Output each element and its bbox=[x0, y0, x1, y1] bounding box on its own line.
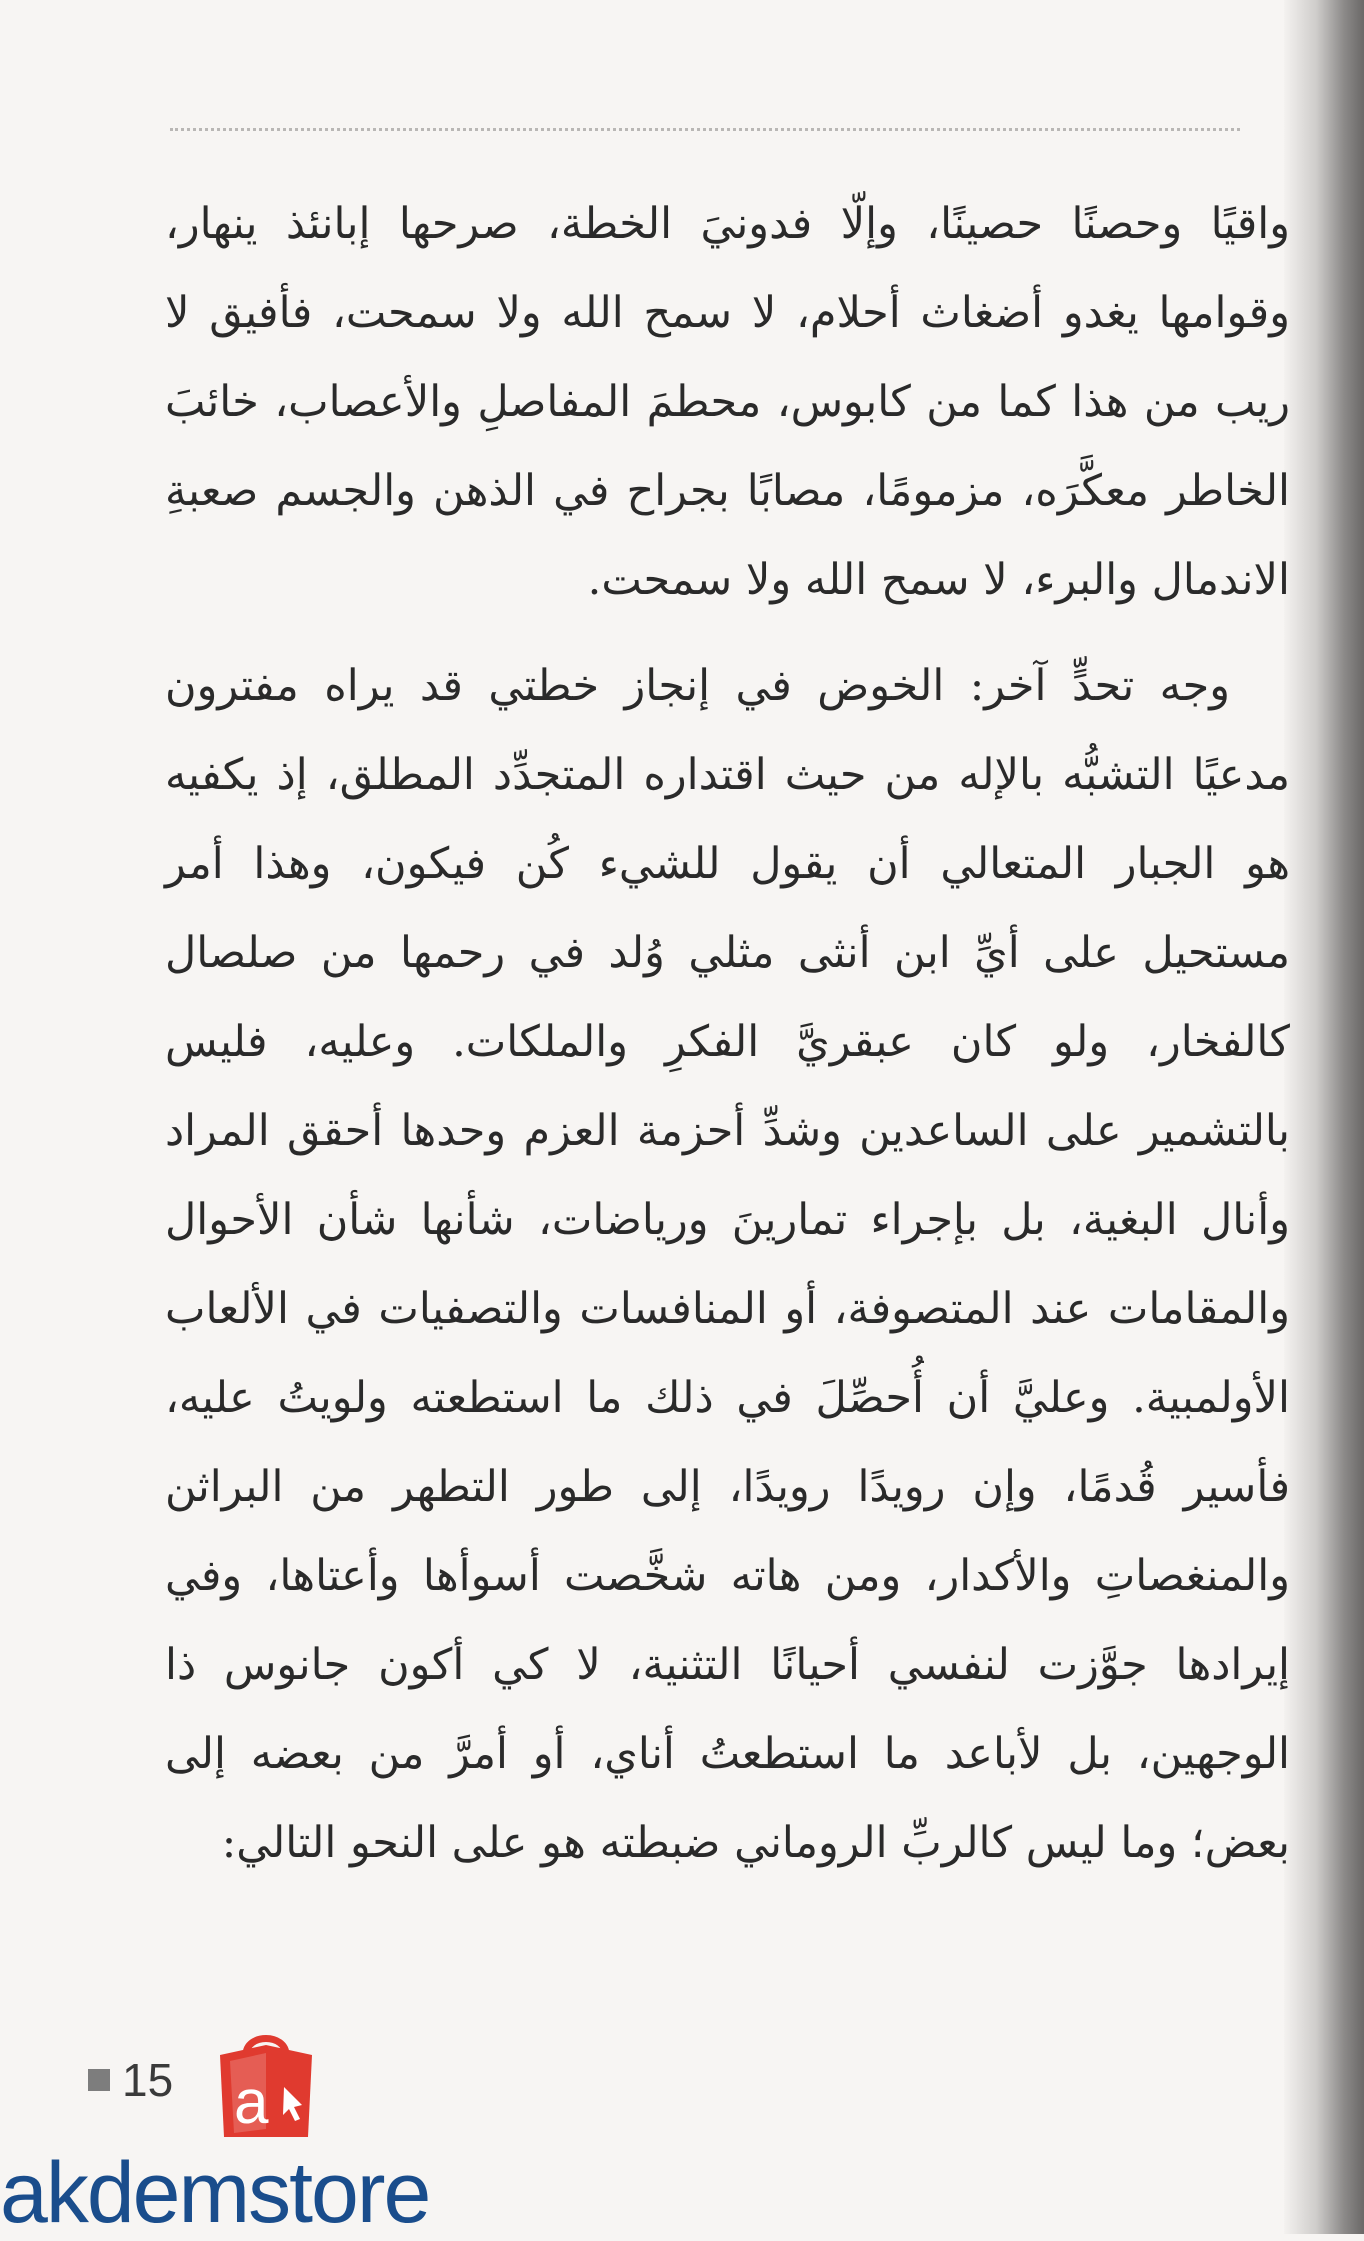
brand-part-1: ak bbox=[0, 2145, 87, 2241]
brand-wordmark bbox=[0, 2145, 430, 2241]
paragraph-1-text: واقيًا وحصنًا حصينًا، وإلّا فدونيَ الخطة، صرحها إبانئذ ينهار، وقوامها يغدو أضغاث أحلام، لا سمح الله ولا سمحت، فأفيق لا ريب من هذا كما من كابوس، محطمَ المفاصلِ والأعصاب، خائبَ الخاطر معكَّرَه، مزمومًا، مصابًا بجراح في الذهن والجسم صعبةِ الاندمال والبرء، لا سمح الله ولا سمحت. bbox=[165, 199, 1290, 605]
paragraph-2-text: وجه تحدٍّ آخر: الخوض في إنجاز خطتي قد يراه مفترون مدعيًا التشبُّه بالإله من حيث اقتداره المتجدِّد المطلق، إذ يكفيه هو الجبار المتعالي أن يقول للشيء كُن فيكون، وهذا أمر مستحيل على أيِّ ابن أنثى مثلي وُلد في رحمها من صلصال كالفخار، ولو كان عبقريَّ الفكرِ والملكات. وعليه، فليس بالتشمير على الساعدين وشدِّ أحزمة العزم وحدها أحقق المراد وأنال البغية، بل بإجراء تمارينَ ورياضات، شأنها شأن الأحوال والمقامات عند المتصوفة، أو المنافسات والتصفيات في الألعاب الأولمبية. وعليَّ أن أُحصِّلَ في ذلك ما استطعته ولويتُ عليه، فأسير قُدمًا، وإن رويدًا رويدًا، إلى طور التطهر من البراثن والمنغصاتِ والأكدار، ومن هاته شخَّصت أسوأها وأعتاها، وفي إيرادها جوَّزت لنفسي أحيانًا التثنية، لا كي أكون جانوس ذا الوجهين، بل لأباعد ما استطعتُ أناي، أو أمرَّ من بعضه إلى بعض؛ وما ليس كالربِّ الروماني ضبطته هو على النحو التالي: bbox=[165, 661, 1290, 1868]
paragraph-2 bbox=[165, 642, 1290, 1888]
paragraph-1 bbox=[165, 180, 1290, 625]
page-number: 15 bbox=[122, 2054, 174, 2106]
header-dotted-rule bbox=[170, 128, 1240, 131]
shopping-bag-book-logo-icon bbox=[212, 2025, 320, 2143]
book-gutter-shadow bbox=[1284, 0, 1364, 2234]
logo-letter: a bbox=[234, 2068, 269, 2137]
page-footer bbox=[88, 2050, 173, 2110]
page-marker-square-icon bbox=[88, 2069, 110, 2091]
brand-part-2: demstore bbox=[86, 2145, 430, 2241]
